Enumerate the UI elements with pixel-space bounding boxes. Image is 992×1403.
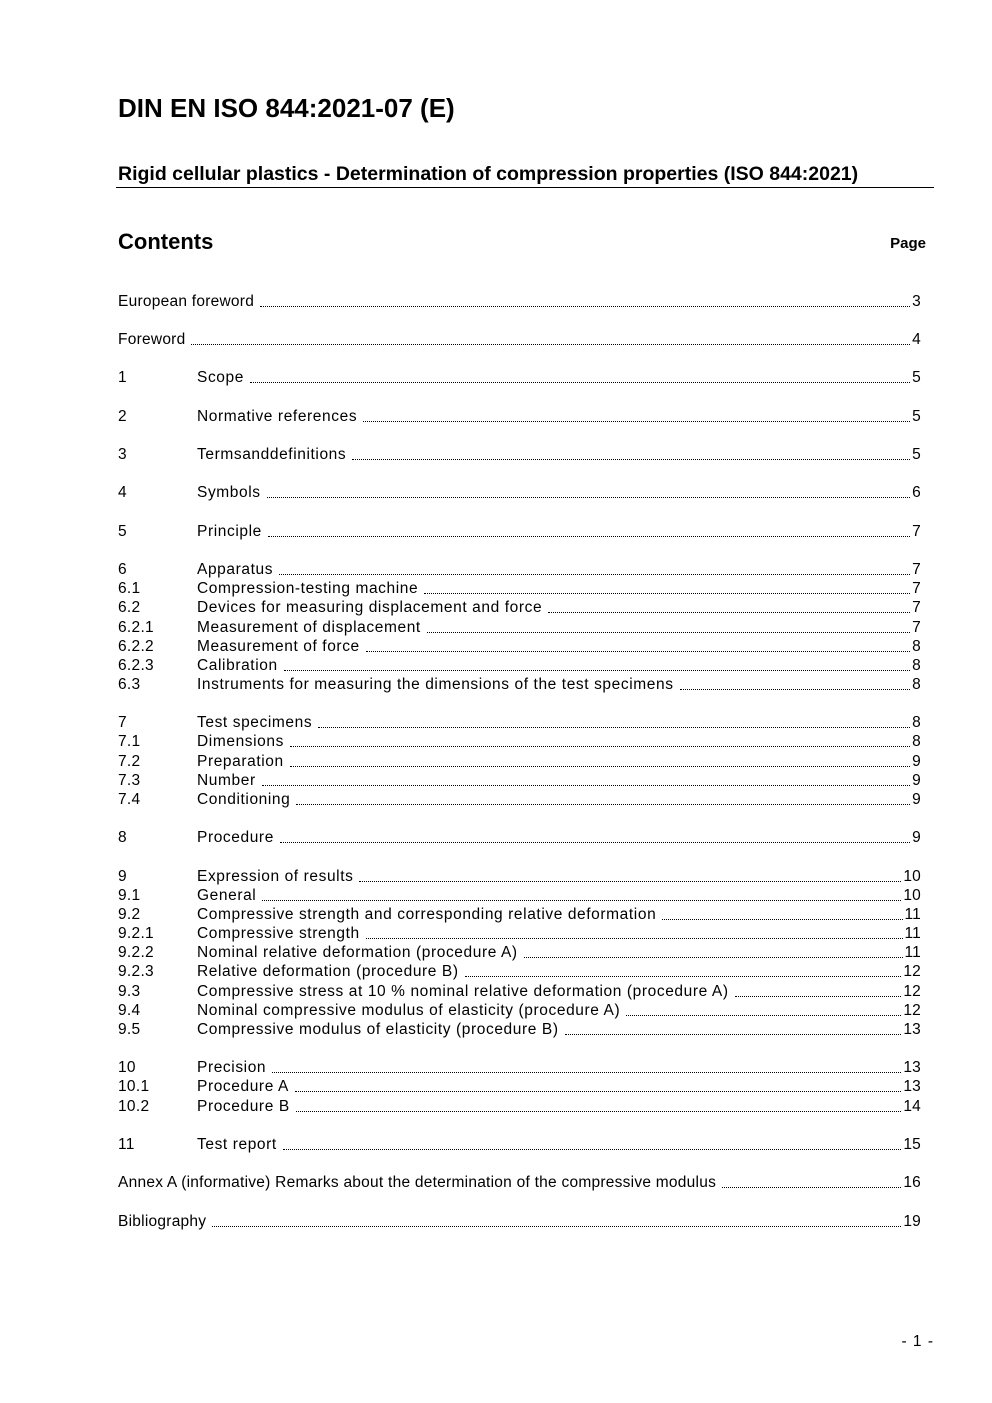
- toc-entry-title: Number: [197, 772, 256, 789]
- toc-entry-title: Foreword: [118, 331, 186, 348]
- toc-dot-leader: [290, 746, 910, 747]
- toc-entry-title: Termsanddefinitions: [197, 446, 347, 463]
- toc-entry-title: Measurement of force: [197, 638, 360, 655]
- toc-entry-title: Apparatus: [197, 561, 274, 578]
- toc-entry[interactable]: [118, 1096, 921, 1116]
- toc-entry-number: 6.3: [118, 676, 141, 693]
- toc-entry-number: 6.1: [118, 580, 141, 597]
- toc-entry-page: 8: [912, 638, 921, 655]
- toc-dot-leader: [427, 632, 910, 633]
- toc-entry-title: Nominal compressive modulus of elasticity (procedure A): [197, 1002, 621, 1019]
- toc-entry-number: 11: [118, 1136, 135, 1153]
- toc-dot-leader: [280, 842, 910, 843]
- toc-dot-leader: [359, 881, 901, 882]
- toc-dot-leader: [262, 900, 901, 901]
- toc-entry-title: Preparation: [197, 753, 284, 770]
- toc-entry-title: Symbols: [197, 484, 261, 501]
- toc-entry[interactable]: [118, 1019, 921, 1039]
- toc-entry-number: 6.2.1: [118, 619, 154, 636]
- toc-entry-title: Relative deformation (procedure B): [197, 963, 459, 980]
- subtitle-rule: [116, 187, 934, 188]
- toc-entry-number: 9.2: [118, 906, 141, 923]
- toc-entry[interactable]: [118, 655, 921, 675]
- document-subtitle: Rigid cellular plastics - Determination of compression properties (ISO 844:2021): [118, 163, 859, 185]
- toc-dot-leader: [250, 382, 910, 383]
- toc-entry-page: 7: [912, 580, 921, 597]
- toc-entry-page: 11: [904, 906, 921, 923]
- toc-entry-page: 12: [903, 1002, 921, 1019]
- toc-entry-page: 3: [912, 293, 921, 310]
- toc-entry-page: 8: [912, 733, 921, 750]
- toc-entry[interactable]: [118, 444, 921, 464]
- toc-entry-page: 12: [903, 983, 921, 1000]
- toc-dot-leader: [363, 421, 910, 422]
- toc-dot-leader: [735, 996, 902, 997]
- toc-entry-title: Bibliography: [118, 1213, 207, 1230]
- toc-entry[interactable]: [118, 674, 921, 694]
- toc-entry-page: 5: [912, 369, 921, 386]
- toc-entry-number: 7.2: [118, 753, 141, 770]
- page-number: - 1 -: [901, 1333, 934, 1350]
- toc-entry[interactable]: [118, 866, 921, 886]
- toc-entry[interactable]: [118, 1134, 921, 1154]
- toc-entry-title: Test report: [197, 1136, 277, 1153]
- toc-dot-leader: [680, 689, 911, 690]
- toc-entry-number: 10.2: [118, 1098, 150, 1115]
- toc-entry[interactable]: [118, 1172, 921, 1192]
- toc-entry-page: 5: [912, 408, 921, 425]
- toc-dot-leader: [352, 459, 910, 460]
- toc-entry[interactable]: [118, 597, 921, 617]
- toc-entry-title: Instruments for measuring the dimensions of the test specimens: [197, 676, 674, 693]
- toc-entry[interactable]: [118, 1076, 921, 1096]
- contents-heading: Contents: [118, 229, 214, 254]
- toc-dot-leader: [296, 1111, 902, 1112]
- toc-dot-leader: [722, 1187, 901, 1188]
- toc-dot-leader: [424, 593, 910, 594]
- toc-entry[interactable]: [118, 482, 921, 502]
- toc-dot-leader: [212, 1226, 901, 1227]
- toc-entry-number: 9.4: [118, 1002, 141, 1019]
- toc-entry-number: 6.2.3: [118, 657, 154, 674]
- toc-entry-number: 7.3: [118, 772, 141, 789]
- toc-entry-page: 11: [904, 925, 921, 942]
- toc-entry-title: Expression of results: [197, 868, 354, 885]
- document-title: DIN EN ISO 844:2021-07 (E): [118, 93, 455, 123]
- toc-entry-title: Measurement of displacement: [197, 619, 421, 636]
- toc-entry[interactable]: [118, 521, 921, 541]
- toc-entry-title: Principle: [197, 523, 262, 540]
- toc-entry-page: 9: [912, 791, 921, 808]
- toc-dot-leader: [524, 957, 903, 958]
- toc-entry-title: Normative references: [197, 408, 358, 425]
- toc-entry-page: 7: [912, 619, 921, 636]
- toc-dot-leader: [662, 919, 902, 920]
- toc-entry-title: Annex A (informative) Remarks about the determination of the compressive modulus: [118, 1174, 717, 1191]
- toc-entry-page: 9: [912, 753, 921, 770]
- toc-entry-number: 7.4: [118, 791, 141, 808]
- toc-entry-number: 5: [118, 523, 127, 540]
- toc-entry-page: 7: [912, 523, 921, 540]
- toc-entry-number: 9.1: [118, 887, 141, 904]
- toc-entry-number: 10: [118, 1059, 136, 1076]
- toc-entry-page: 9: [912, 829, 921, 846]
- toc-dot-leader: [548, 612, 910, 613]
- toc-entry[interactable]: [118, 751, 921, 771]
- page-column-label: Page: [890, 235, 926, 252]
- toc-entry-number: 7.1: [118, 733, 141, 750]
- toc-entry-page: 8: [912, 714, 921, 731]
- toc-entry[interactable]: [118, 329, 921, 349]
- toc-entry-page: 4: [912, 331, 921, 348]
- toc-dot-leader: [465, 976, 902, 977]
- toc-entry-title: Procedure: [197, 829, 274, 846]
- toc-entry-title: Calibration: [197, 657, 278, 674]
- toc-entry-page: 13: [903, 1059, 921, 1076]
- toc-entry-number: 9: [118, 868, 127, 885]
- toc-entry[interactable]: [118, 636, 921, 656]
- toc-entry-page: 8: [912, 676, 921, 693]
- toc-entry-number: 9.3: [118, 983, 141, 1000]
- toc-entry-title: Scope: [197, 369, 244, 386]
- toc-entry[interactable]: [118, 981, 921, 1001]
- toc-entry[interactable]: [118, 291, 921, 311]
- toc-entry-number: 4: [118, 484, 127, 501]
- toc-dot-leader: [296, 804, 910, 805]
- toc-entry-page: 6: [912, 484, 921, 501]
- toc-entry-number: 7: [118, 714, 127, 731]
- toc-entry[interactable]: [118, 406, 921, 426]
- toc-entry-title: Precision: [197, 1059, 267, 1076]
- toc-entry-page: 8: [912, 657, 921, 674]
- toc-entry[interactable]: [118, 1057, 921, 1077]
- toc-entry-number: 9.2.3: [118, 963, 154, 980]
- toc-entry[interactable]: [118, 578, 921, 598]
- toc-dot-leader: [295, 1091, 901, 1092]
- toc-entry-title: Compressive stress at 10 % nominal relative deformation (procedure A): [197, 983, 729, 1000]
- toc-entry-page: 16: [903, 1174, 921, 1191]
- toc-entry-title: Test specimens: [197, 714, 313, 731]
- toc-entry[interactable]: [118, 827, 921, 847]
- toc-entry[interactable]: [118, 559, 921, 579]
- toc-entry-number: 1: [118, 369, 127, 386]
- toc-entry-number: 10.1: [118, 1078, 150, 1095]
- toc-entry-title: Dimensions: [197, 733, 284, 750]
- toc-entry-page: 13: [903, 1078, 921, 1095]
- toc-entry-page: 7: [912, 561, 921, 578]
- toc-entry-number: 3: [118, 446, 127, 463]
- toc-dot-leader: [260, 306, 910, 307]
- toc-entry-title: Compressive modulus of elasticity (procedure B): [197, 1021, 559, 1038]
- toc-dot-leader: [290, 766, 910, 767]
- toc-dot-leader: [626, 1015, 901, 1016]
- toc-entry-page: 10: [903, 887, 921, 904]
- toc-dot-leader: [366, 651, 910, 652]
- toc-dot-leader: [318, 727, 910, 728]
- toc-entry-number: 6.2.2: [118, 638, 154, 655]
- toc-entry-page: 7: [912, 599, 921, 616]
- toc-dot-leader: [262, 785, 910, 786]
- toc-entry-title: European foreword: [118, 293, 255, 310]
- toc-dot-leader: [283, 1149, 902, 1150]
- toc-entry[interactable]: [118, 885, 921, 905]
- toc-entry-title: Devices for measuring displacement and force: [197, 599, 543, 616]
- toc-entry-page: 13: [903, 1021, 921, 1038]
- toc-entry[interactable]: [118, 731, 921, 751]
- toc-dot-leader: [191, 344, 910, 345]
- toc-dot-leader: [284, 670, 910, 671]
- toc-entry-page: 19: [903, 1213, 921, 1230]
- toc-entry-title: Procedure B: [197, 1098, 290, 1115]
- toc-entry-page: 5: [912, 446, 921, 463]
- toc-entry-page: 9: [912, 772, 921, 789]
- toc-dot-leader: [366, 938, 903, 939]
- toc-entry-number: 6: [118, 561, 127, 578]
- toc-entry-title: Conditioning: [197, 791, 291, 808]
- toc-entry[interactable]: [118, 789, 921, 809]
- toc-entry-title: General: [197, 887, 257, 904]
- toc-entry-page: 11: [904, 944, 921, 961]
- toc-entry-number: 9.5: [118, 1021, 141, 1038]
- toc-entry[interactable]: [118, 1211, 921, 1231]
- toc-entry[interactable]: [118, 923, 921, 943]
- toc-entry-number: 8: [118, 829, 127, 846]
- toc-entry-title: Nominal relative deformation (procedure A): [197, 944, 518, 961]
- toc-dot-leader: [272, 1072, 901, 1073]
- toc-entry-number: 9.2.2: [118, 944, 154, 961]
- toc-entry-title: Compressive strength: [197, 925, 360, 942]
- toc-entry-title: Compression-testing machine: [197, 580, 419, 597]
- toc-entry-page: 12: [903, 963, 921, 980]
- toc-dot-leader: [268, 536, 910, 537]
- toc-entry-page: 10: [903, 868, 921, 885]
- toc-entry-page: 14: [903, 1098, 921, 1115]
- toc-entry[interactable]: [118, 904, 921, 924]
- toc-entry[interactable]: [118, 1000, 921, 1020]
- toc-entry-page: 15: [903, 1136, 921, 1153]
- toc-dot-leader: [565, 1034, 902, 1035]
- toc-entry[interactable]: [118, 770, 921, 790]
- toc-entry[interactable]: [118, 942, 921, 962]
- toc-entry-number: 2: [118, 408, 127, 425]
- toc-entry[interactable]: [118, 712, 921, 732]
- toc-dot-leader: [279, 574, 910, 575]
- toc-entry-title: Compressive strength and corresponding relative deformation: [197, 906, 657, 923]
- toc-dot-leader: [267, 497, 911, 498]
- toc-entry[interactable]: [118, 961, 921, 981]
- toc-entry-number: 9.2.1: [118, 925, 154, 942]
- toc-entry-number: 6.2: [118, 599, 141, 616]
- toc-entry[interactable]: [118, 617, 921, 637]
- toc-entry-title: Procedure A: [197, 1078, 289, 1095]
- toc-entry[interactable]: [118, 367, 921, 387]
